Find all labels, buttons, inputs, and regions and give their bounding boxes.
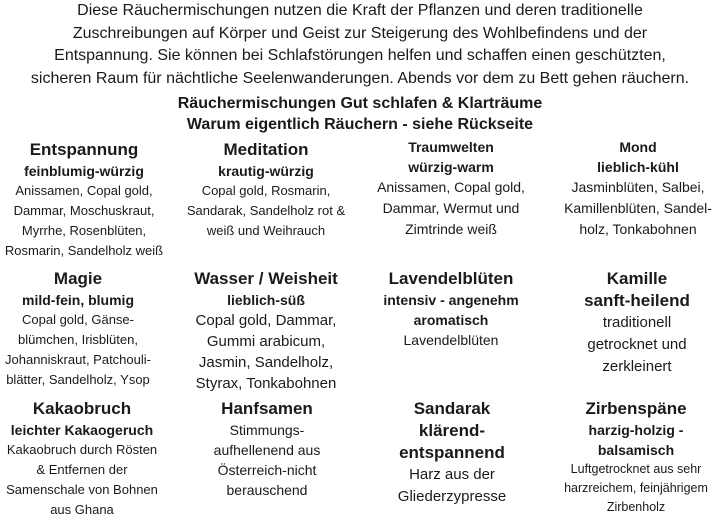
blend-scent: sanft-heilend	[584, 291, 690, 310]
ingredient-line: Copal gold, Rosmarin,	[201, 183, 331, 198]
blend-kakaobruch	[0, 398, 170, 520]
blend-wasser-weisheit	[178, 268, 354, 394]
blend-title: Entspannung	[29, 140, 139, 159]
ingredient-line: Jasmin, Sandelholz,	[198, 354, 334, 371]
intro-paragraph	[0, 0, 720, 90]
ingredient-line: Copal gold, Gänse-	[21, 312, 134, 327]
blend-scent: leichter Kakaogeruch	[10, 422, 154, 438]
blend-scent: aromatisch	[413, 312, 489, 328]
ingredient-line: blätter, Sandelholz, Ysop	[6, 372, 150, 387]
blend-title: Mond	[619, 139, 657, 155]
ingredient-line: aus Ghana	[50, 502, 114, 517]
blend-magie	[0, 268, 166, 390]
intro-line: sicheren Raum für nächtliche Seelenwanderungen. Abends vor dem zu Bett gehen räuchern.	[30, 69, 690, 87]
blend-scent: klärend-	[418, 421, 486, 440]
ingredient-line: holz, Tonkabohnen	[579, 221, 697, 237]
ingredient-line: Harz aus der	[409, 466, 495, 483]
blend-scent: balsamisch	[597, 442, 675, 458]
blend-title: Zirbenspäne	[585, 399, 687, 418]
ingredient-line: Gliederzypresse	[397, 488, 507, 505]
blend-title: Kamille	[606, 269, 668, 288]
blend-zirbenspaene	[548, 398, 720, 517]
ingredient-line: Johanniskraut, Patchouli-	[5, 352, 151, 367]
blend-title: Lavendelblüten	[388, 269, 514, 288]
blend-mond	[550, 137, 720, 240]
blend-scent: harzig-holzig -	[588, 422, 684, 438]
ingredient-line: blümchen, Irisblüten,	[18, 332, 138, 347]
ingredient-line: getrocknet und	[587, 336, 687, 353]
blend-sandarak	[364, 398, 540, 508]
blend-scent: intensiv - angenehm	[383, 292, 519, 308]
intro-line: Zuschreibungen auf Körper und Geist zur Steigerung des Wohlbefindens und der	[72, 24, 648, 42]
blend-traumwelten	[363, 137, 539, 240]
blend-lavendelblueten	[363, 268, 539, 350]
blend-title: Meditation	[223, 140, 309, 159]
ingredient-line: Dammar, Moschuskraut,	[13, 203, 155, 218]
blend-scent: krautig-würzig	[218, 163, 314, 179]
ingredient-line: Copal gold, Dammar,	[195, 312, 337, 329]
ingredient-line: Jasminblüten, Salbei,	[571, 179, 705, 195]
blend-scent: würzig-warm	[408, 159, 494, 175]
ingredient-line: Myrrhe, Rosenblüten,	[21, 223, 147, 238]
ingredient-line: Kakaobruch durch Rösten	[6, 442, 158, 457]
ingredient-line: Dammar, Wermut und	[382, 200, 520, 216]
ingredient-line: harzreichem, feinjährigem	[564, 481, 708, 495]
blend-scent: mild-fein, blumig	[22, 292, 134, 308]
ingredient-line: Anissamen, Copal gold,	[15, 183, 153, 198]
blend-title: Magie	[53, 269, 103, 288]
ingredient-line: Kamillenblüten, Sandel-	[564, 200, 712, 216]
main-heading: Räuchermischungen Gut schlafen & Klarträume	[177, 95, 543, 112]
ingredient-line: Rosmarin, Sandelholz weiß	[4, 243, 164, 258]
blend-scent: lieblich-kühl	[597, 159, 679, 175]
blend-hanfsamen	[179, 398, 355, 500]
ingredient-line: Österreich-nicht	[217, 462, 317, 478]
ingredient-line: Zirbenholz	[606, 500, 666, 514]
ingredient-line: Styrax, Tonkabohnen	[195, 375, 337, 392]
blend-title: Traumwelten	[408, 139, 494, 155]
blend-meditation	[178, 139, 354, 241]
blend-scent: feinblumig-würzig	[24, 163, 144, 179]
blend-title: Hanfsamen	[221, 399, 313, 418]
intro-line: Diese Räuchermischungen nutzen die Kraft der Pflanzen und deren traditionelle	[77, 2, 643, 19]
blend-title: Sandarak	[413, 399, 491, 418]
sub-heading: Warum eigentlich Räuchern - siehe Rückseite	[186, 116, 534, 133]
blend-scent: entspannend	[399, 443, 505, 462]
ingredient-line: weiß und Weihrauch	[206, 223, 326, 238]
ingredient-line: & Entfernen der	[36, 462, 128, 477]
ingredient-line: aufhellenend aus	[213, 442, 321, 458]
blend-title: Wasser / Weisheit	[194, 269, 338, 288]
ingredient-line: Gummi arabicum,	[206, 333, 326, 350]
blend-scent: lieblich-süß	[227, 292, 305, 308]
ingredient-line: traditionell	[602, 314, 672, 331]
blend-entspannung	[0, 139, 172, 261]
blend-kamille	[549, 268, 720, 378]
ingredient-line: Samenschale von Bohnen	[6, 482, 158, 497]
blend-title: Kakaobruch	[32, 399, 132, 418]
ingredient-line: Luftgetrocknet aus sehr	[570, 462, 702, 476]
ingredient-line: Stimmungs-	[229, 422, 305, 438]
intro-line: Entspannung. Sie können bei Schlafstörungen helfen und schaffen einen geschützten,	[54, 47, 666, 64]
ingredient-line: Lavendelblüten	[403, 332, 499, 348]
ingredient-line: Zimtrinde weiß	[405, 221, 497, 237]
ingredient-line: Sandarak, Sandelholz rot &	[186, 203, 346, 218]
ingredient-line: berauschend	[226, 482, 308, 498]
ingredient-line: Anissamen, Copal gold,	[377, 179, 525, 195]
ingredient-line: zerkleinert	[602, 358, 672, 375]
